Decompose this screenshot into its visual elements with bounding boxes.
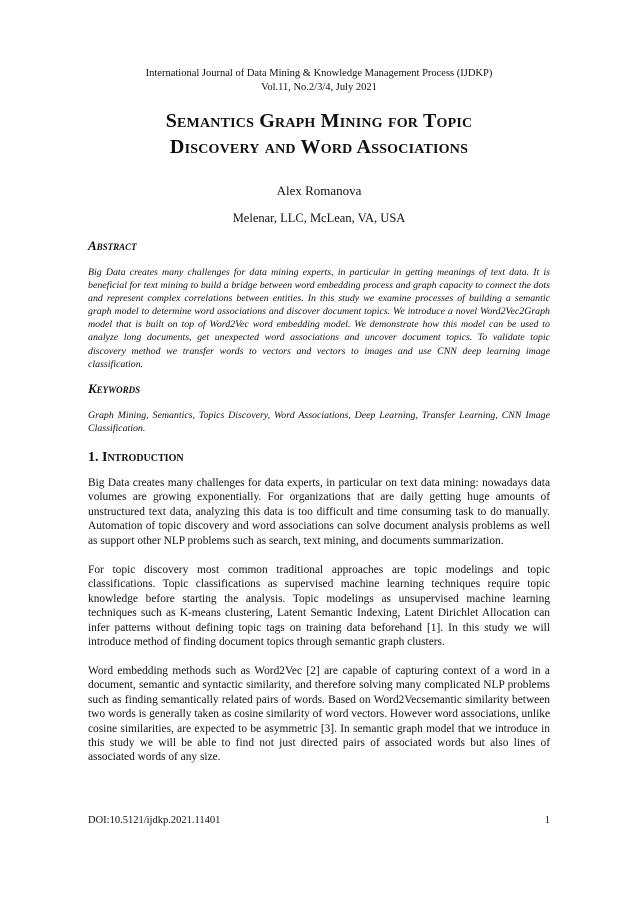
page-footer [88,814,550,828]
paper-title [0,108,638,160]
journal-header [0,67,638,95]
introduction-heading: 1. Introduction [88,450,184,465]
keywords-heading: Keywords [88,381,141,396]
journal-name: International Journal of Data Mining & Knowledge Management Process (IJDKP) [145,68,493,79]
abstract-heading: Abstract [88,238,137,253]
paper-title-line-2: Discovery and Word Associations [169,136,469,158]
paper-title-line-1: Semantics Graph Mining for Topic [165,110,473,132]
journal-volume: Vol.11, No.2/3/4, July 2021 [261,82,377,93]
doi: DOI:10.5121/ijdkp.2021.11401 [88,815,221,826]
page-number: 1 [544,815,550,826]
author-affiliation: Melenar, LLC, McLean, VA, USA [232,211,406,225]
author-name: Alex Romanova [276,183,362,198]
introduction-paragraph-3: Word embedding methods such as Word2Vec [2] are capable of capturing context of a word in a document, semantic and syntactic similarity, and therefore solving many complicated NLP problems such as finding semantically related pairs of words. Based on Word2Vecsemantic similarity between two words is generally taken as cosine similarity of word vectors. However word associations, unlike cosine similarities, are expected to be asymmetric [3]. In semantic graph model that we introduce in this study we will be able to find not just directed pairs of associated words but also lines of associated words of any size. [88,665,550,764]
keywords-text: Graph Mining, Semantics, Topics Discovery, Word Associations, Deep Learning, Transfer Learning, CNN Image Classification. [88,410,550,435]
introduction-paragraph-2: For topic discovery most common traditional approaches are topic modelings and topic classifications. Topic classifications as supervised machine learning techniques require topic knowledge before starting the analysis. Topic modelings as unsupervised machine learning techniques such as K-means clustering, Latent Semantic Indexing, Latent Dirichlet Allocation can infer patterns without defining topic tags on training data beforehand [1]. In this study we will introduce method of finding document topics through semantic graph clusters. [88,564,550,649]
abstract-text: Big Data creates many challenges for data mining experts, in particular in getting meanings of text data. It is beneficial for text mining to build a bridge between word embedding process and graph capacity to connect the dots and represent complex correlations between entities. In this study we examine processes of building a semantic graph model to determine word associations and discover document topics. We introduce a novel Word2Vec2Graph model that is built on top of Word2Vec word embedding model. We demonstrate how this model can be used to analyze long documents, get unexpected word associations and uncover document topics. To validate topic discovery method we transfer words to vectors and vectors to images and use CNN deep learning image classification. [88,267,550,370]
introduction-paragraph-1: Big Data creates many challenges for data experts, in particular on text data mining: nowadays data volumes are growing exponentially. For organizations that are daily getting huge amounts of unstructured text data, analyzing this data is too difficult and time consuming task to do manually. Automation of topic discovery and word associations can solve document analysis problems as well as support other NLP problems such as search, text mining, and documents summarization. [88,477,550,547]
